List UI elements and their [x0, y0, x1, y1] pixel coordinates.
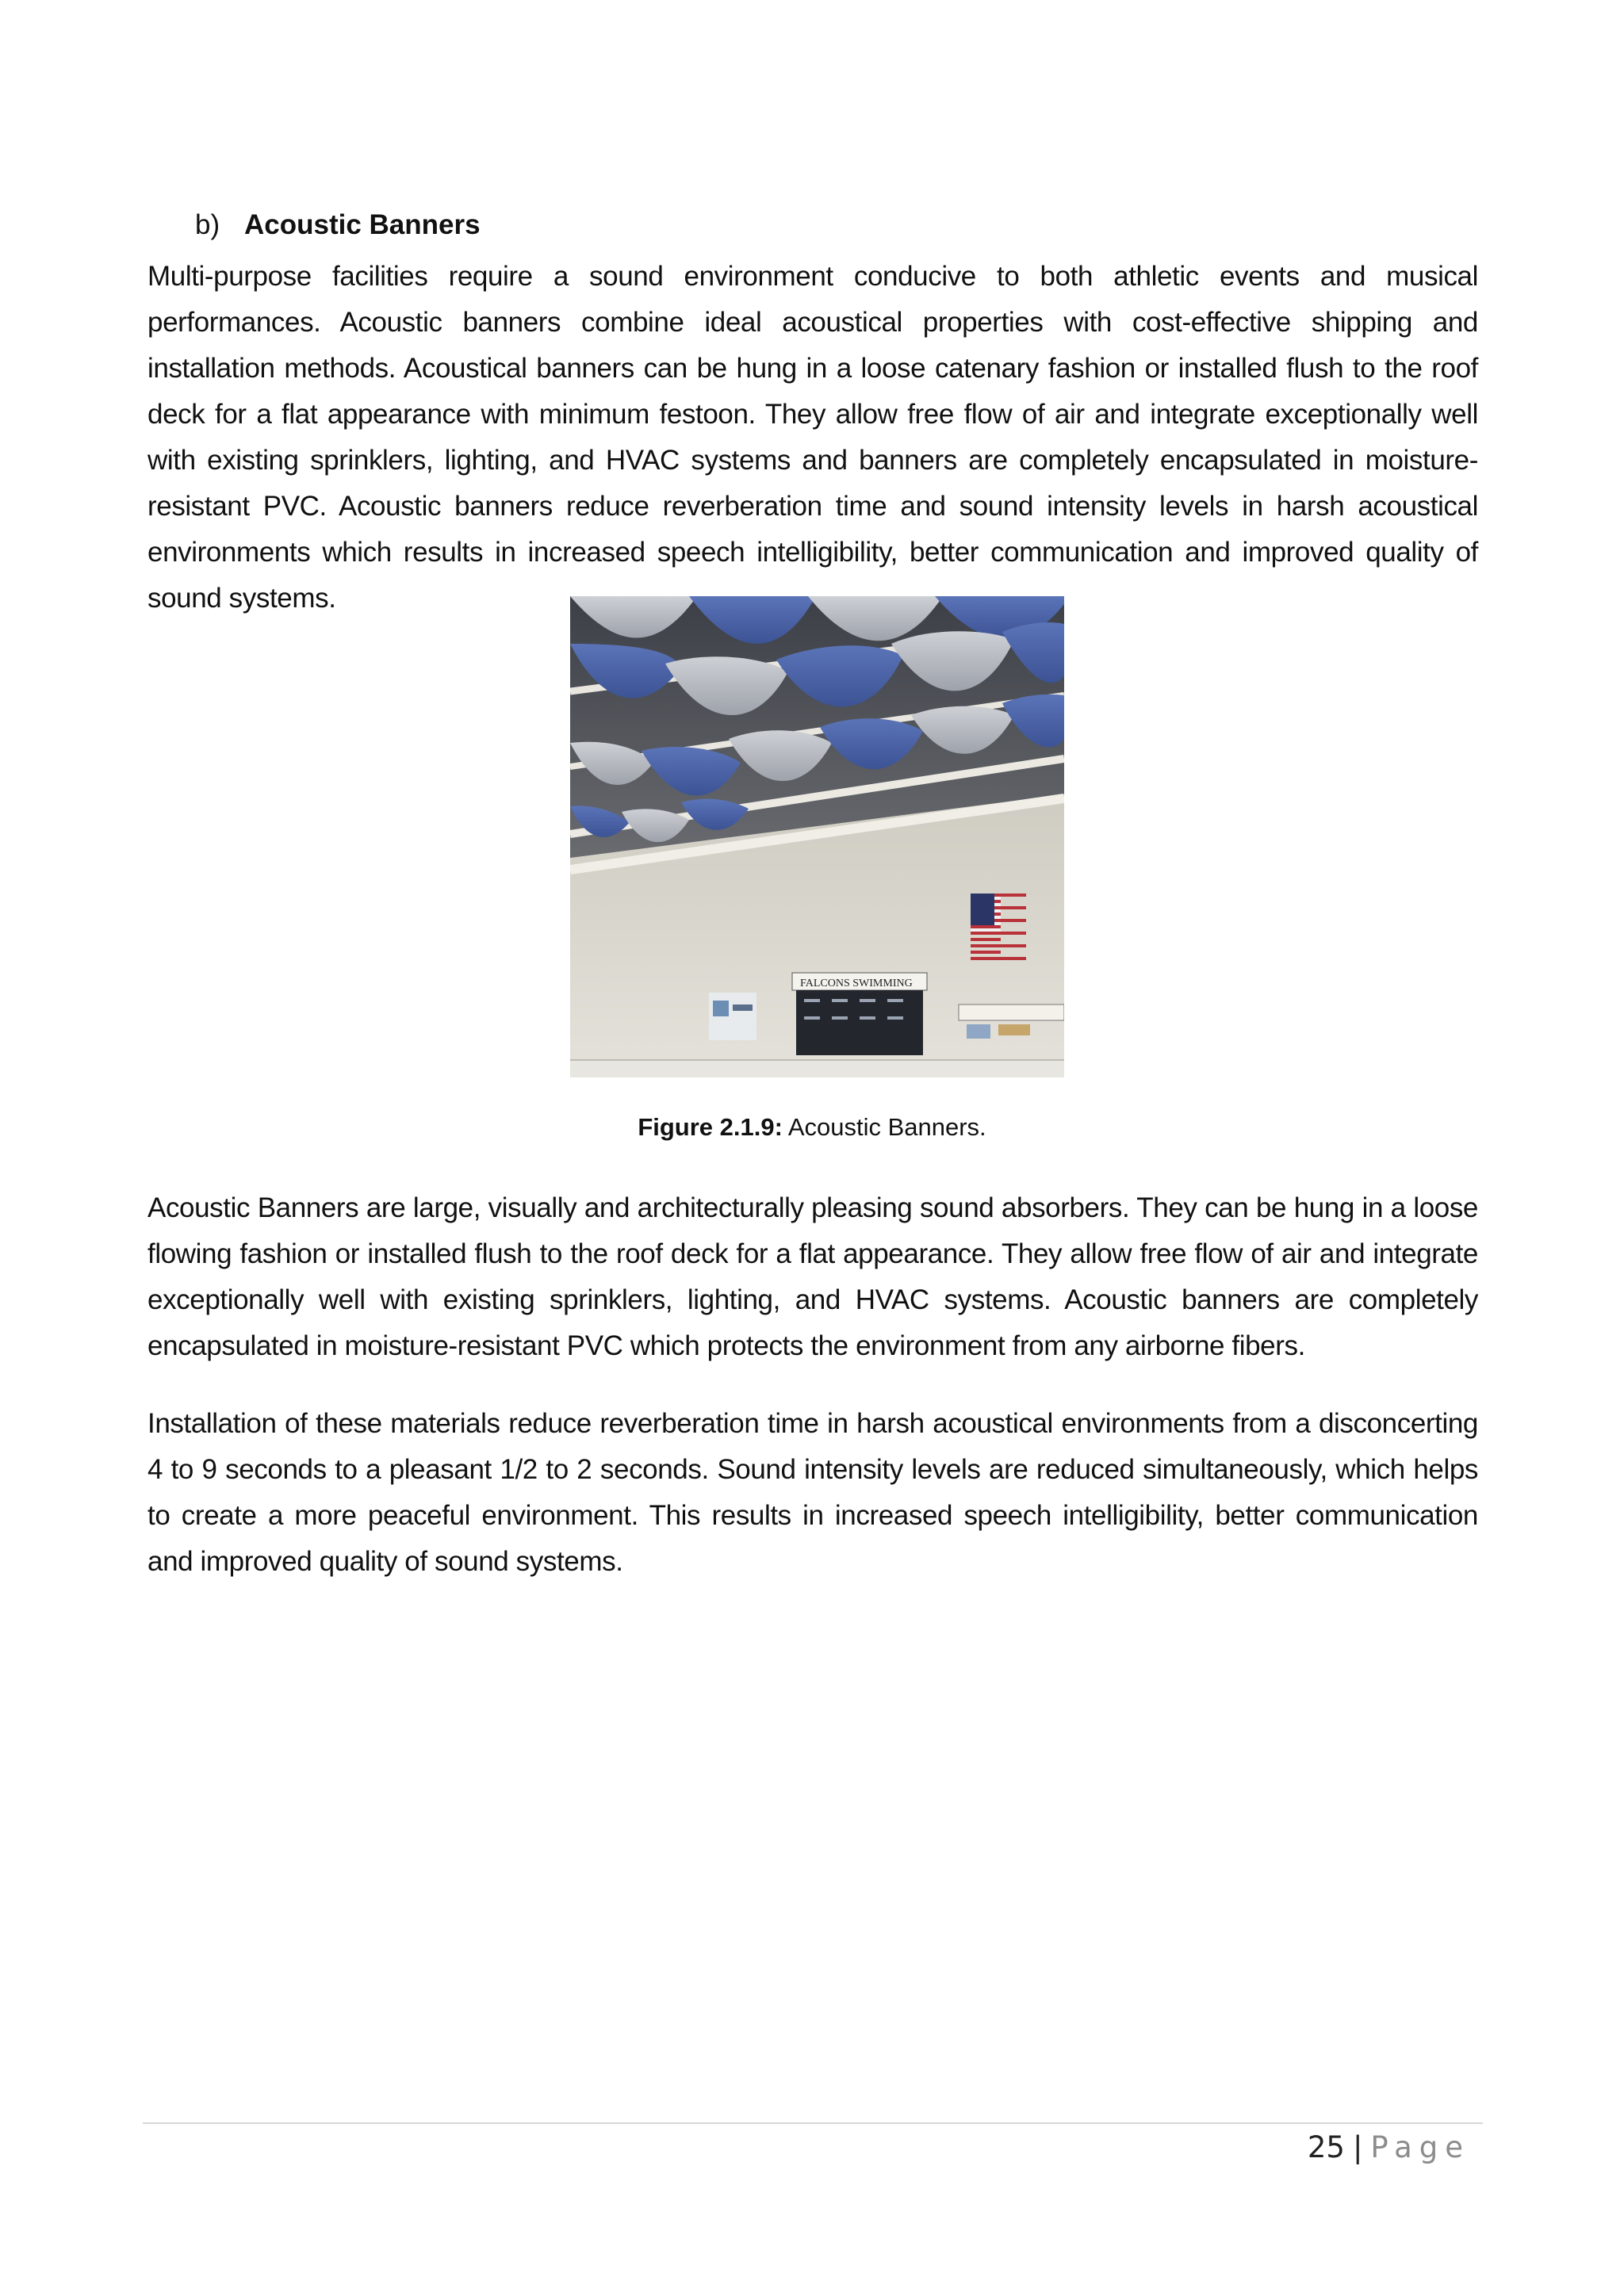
- paragraph-intro: Multi-purpose facilities require a sound environment conducive to both athletic events and musical performances. Acoustic banners combine ideal acoustical properties with cost-effective shipping and installation methods. Acoustical banners can be hung in a loose catenary fashion or installed flush to the roof deck for a flat appearance with minimum festoon. They allow free flow of air and integrate exceptionally well with existing sprinklers, lighting, and HVAC systems and banners are completely encapsulated in moisture-resistant PVC. Acoustic banners reduce reverberation time and sound intensity levels in harsh acoustical environments which results in increased speech intelligibility, better communication and improved quality of sound systems.: [147, 261, 1478, 614]
- paragraph-description: Acoustic Banners are large, visually and architecturally pleasing sound absorbers. They can be hung in a loose flowing fashion or installed flush to the roof deck for a flat appearance. They allow free flow of air and integrate exceptionally well with existing sprinklers, lighting, and HVAC systems. Acoustic banners are completely encapsulated in moisture-resistant PVC which protects the environment from any airborne fibers.: [147, 1192, 1478, 1361]
- section-title: Acoustic Banners: [244, 209, 481, 240]
- page-footer: [1308, 2128, 1470, 2168]
- section-marker: b): [195, 209, 220, 240]
- svg-text:FALCONS SWIMMING: FALCONS SWIMMING: [800, 978, 913, 989]
- figure-caption-label: Figure 2.1.9:: [638, 1113, 783, 1141]
- footer-separator: |: [1352, 2130, 1363, 2164]
- page-number: 25: [1307, 2130, 1345, 2164]
- section-heading: [195, 208, 481, 243]
- figure-caption: [0, 1112, 1624, 1143]
- paragraph-installation: Installation of these materials reduce reverberation time in harsh acoustical environments from a disconcerting 4 to 9 seconds to a pleasant 1/2 to 2 seconds. Sound intensity levels are reduced simultaneously, which helps to create a more peaceful environment. This results in increased speech intelligibility, better communication and improved quality of sound systems.: [147, 1408, 1478, 1577]
- page-label: Page: [1370, 2130, 1470, 2164]
- figure-acoustic-banners-photo: [570, 596, 1064, 1077]
- figure-caption-text: Acoustic Banners.: [782, 1113, 986, 1141]
- scoreboard: [792, 973, 927, 1055]
- footer-divider: [143, 2122, 1483, 2124]
- acoustic-banners-photo: [570, 596, 1064, 1077]
